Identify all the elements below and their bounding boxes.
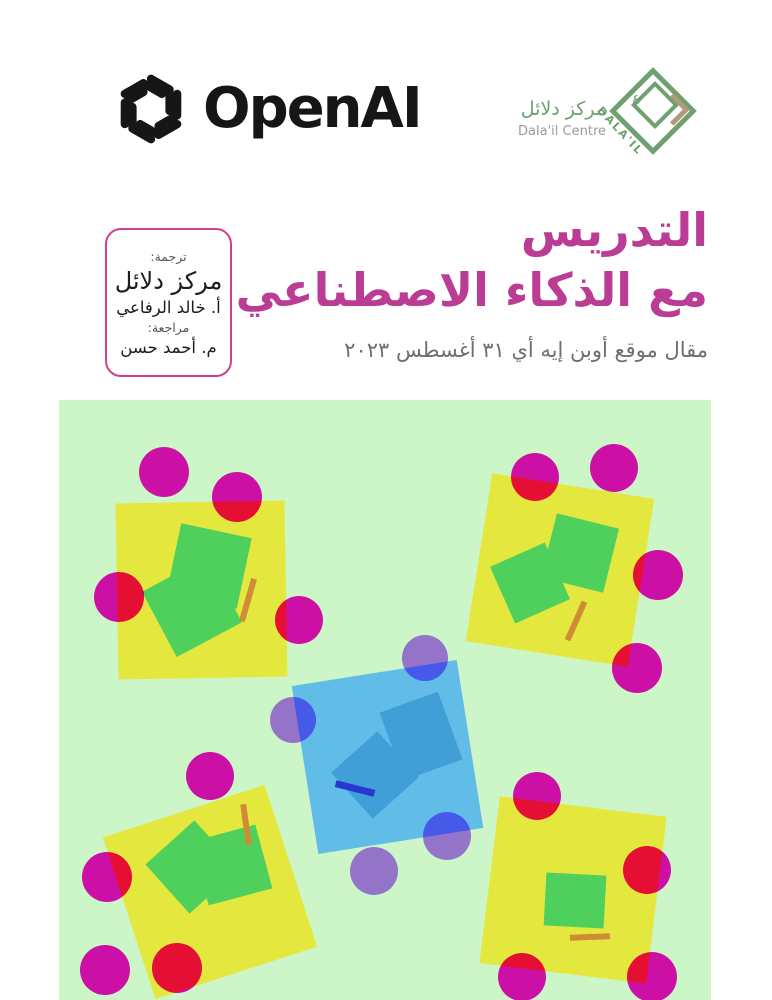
credits-label-review: مراجعة:: [147, 319, 190, 335]
openai-knot-icon: [112, 70, 190, 148]
canvas-circle: [633, 550, 683, 600]
canvas-inner-square: [544, 872, 607, 928]
dalail-name-english: Dala'il Centre: [518, 124, 606, 139]
canvas-circle: [94, 572, 144, 622]
credits-reviewer-name: م. أحمد حسن: [120, 337, 217, 357]
canvas-circle: [270, 697, 316, 743]
page-title-line1: التدريس: [520, 203, 708, 257]
canvas-circle: [275, 596, 323, 644]
canvas-circle: [627, 952, 677, 1000]
canvas-circle: [152, 943, 202, 993]
canvas-circle: [139, 447, 189, 497]
dalail-centre-logo: [508, 62, 698, 172]
canvas-circle: [212, 472, 262, 522]
dalail-numeral: ٤: [632, 92, 640, 108]
title-block: [236, 200, 708, 362]
canvas-circle: [423, 812, 471, 860]
credits-translator-org: مركز دلائل: [114, 266, 223, 295]
canvas-circle: [513, 772, 561, 820]
canvas-circle: [511, 453, 559, 501]
canvas-circle: [186, 752, 234, 800]
credits-label-translation: ترجمة:: [150, 248, 187, 264]
canvas-circle: [402, 635, 448, 681]
credits-translator-name: أ. خالد الرفاعي: [116, 297, 221, 317]
page-title-line2: مع الذكاء الاصطناعي: [235, 263, 708, 317]
openai-logo: [112, 70, 421, 148]
canvas-circle: [623, 846, 671, 894]
canvas-circle: [498, 953, 546, 1000]
cover-illustration: [59, 400, 711, 1000]
canvas-circle: [612, 643, 662, 693]
dalail-logo-mark-icon: [594, 62, 692, 166]
translation-credits-box: [105, 228, 232, 377]
page-subtitle: مقال موقع أوبن إيه أي ٣١ أغسطس ٢٠٢٣: [344, 338, 708, 362]
dalail-diagonal-text: DALA'IL: [594, 104, 647, 158]
canvas-circle: [590, 444, 638, 492]
canvas-circle: [80, 945, 130, 995]
dalail-name-arabic: مركز دلائل: [520, 98, 606, 120]
canvas-circle: [350, 847, 398, 895]
canvas-circle: [82, 852, 132, 902]
openai-wordmark: OpenAI: [203, 76, 421, 141]
